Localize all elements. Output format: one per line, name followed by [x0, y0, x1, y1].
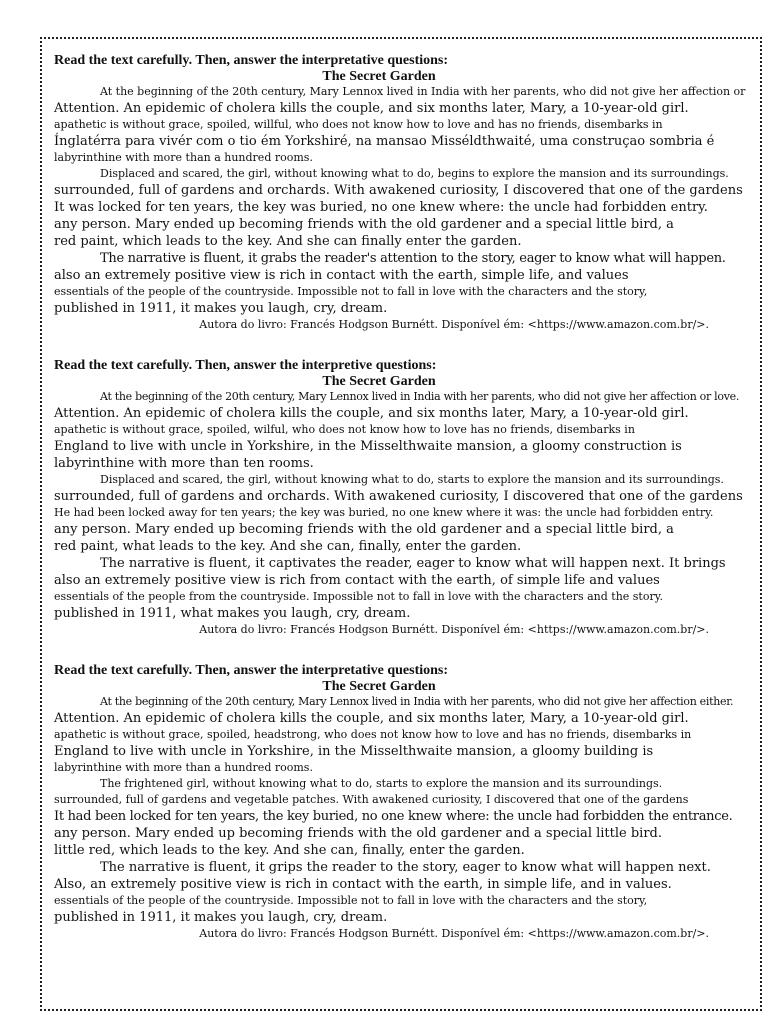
text-line: little red, which leads to the key. And she can, finally, enter the garden. — [54, 843, 525, 858]
text-line: surrounded, full of gardens and orchards. With awakened curiosity, I discovered that one of the gardens — [54, 489, 743, 504]
text-line: red paint, what leads to the key. And she can, finally, enter the garden. — [54, 539, 522, 554]
text-line: Displaced and scared, the girl, without knowing what to do, begins to explore the mansion and its surroundings. — [100, 167, 729, 180]
text-line: essentials of the people from the countryside. Impossible not to fall in love with the characters and the story. — [54, 590, 663, 603]
text-line: apathetic is without grace, spoiled, willful, who does not know how to love and has no friends, disembarks in — [54, 118, 663, 131]
story-text — [54, 84, 754, 317]
text-line: apathetic is without grace, spoiled, headstrong, who does not know how to love and has no friends, disembarks in — [54, 728, 692, 741]
text-line: The frightened girl, without knowing what to do, starts to explore the mansion and its surroundings. — [100, 777, 663, 790]
text-line: also an extremely positive view is rich in contact with the earth, simple life, and values — [54, 268, 629, 283]
text-block-2 — [54, 357, 754, 637]
story-title: The Secret Garden — [322, 374, 436, 389]
text-line: red paint, which leads to the key. And she can finally enter the garden. — [54, 234, 522, 249]
source-credit: Autora do livro: Francés Hodgson Burnétt. Disponível ém: <https://www.amazon.com.br/>. — [199, 318, 709, 331]
story-text — [54, 694, 754, 926]
instruction-heading: Read the text carefully. Then, answer the interpretative questions: — [54, 53, 449, 68]
text-line: published in 1911, it makes you laugh, cry, dream. — [54, 910, 388, 925]
text-line: Displaced and scared, the girl, without knowing what to do, starts to explore the mansion and its surroundings. — [100, 473, 724, 486]
text-line: essentials of the people of the countryside. Impossible not to fall in love with the characters and the story, — [54, 285, 648, 298]
text-line: essentials of the people of the countryside. Impossible not to fall in love with the characters and the story, — [54, 894, 648, 907]
text-line: labyrinthine with more than a hundred rooms. — [54, 761, 313, 774]
text-line: The narrative is fluent, it grips the reader to the story, eager to know what will happen next. — [100, 860, 711, 875]
text-line: any person. Mary ended up becoming friends with the old gardener and a special little bird, a — [54, 217, 674, 232]
text-line: The narrative is fluent, it grabs the reader's attention to the story, eager to know what will happen. — [100, 251, 726, 266]
instruction-heading: Read the text carefully. Then, answer the interpretative questions: — [54, 663, 449, 678]
instruction-heading: Read the text carefully. Then, answer the interpretive questions: — [54, 358, 437, 373]
text-line: labyrinthine with more than ten rooms. — [54, 456, 314, 471]
source-credit: Autora do livro: Francés Hodgson Burnétt. Disponível ém: <https://www.amazon.com.br/>. — [199, 927, 709, 940]
text-block-1 — [54, 52, 754, 332]
story-title: The Secret Garden — [322, 679, 436, 694]
story-title: The Secret Garden — [322, 69, 436, 84]
text-line: any person. Mary ended up becoming friends with the old gardener and a special little bird. — [54, 826, 662, 841]
text-line: Also, an extremely positive view is rich in contact with the earth, in simple life, and in values. — [54, 877, 672, 892]
story-text — [54, 389, 754, 622]
text-line: Attention. An epidemic of cholera kills the couple, and six months later, Mary, a 10-year-old girl. — [54, 101, 689, 116]
text-line: also an extremely positive view is rich from contact with the earth, of simple life and values — [54, 573, 660, 588]
text-line: He had been locked away for ten years; the key was buried, no one knew where it was: the uncle had forbidden entry. — [54, 506, 714, 519]
text-line: Attention. An epidemic of cholera kills the couple, and six months later, Mary, a 10-year-old girl. — [54, 406, 689, 421]
text-line: At the beginning of the 20th century, Mary Lennox lived in India with her parents, who did not give her affection either. — [100, 695, 734, 708]
text-line: Ínglatérra para vivér com o tio ém Yorkshiré, na mansao Misséldthwaité, uma construçao sombria é — [54, 134, 715, 149]
text-line: surrounded, full of gardens and vegetable patches. With awakened curiosity, I discovered that one of the gardens — [54, 793, 689, 806]
text-line: It had been locked for ten years, the key buried, no one knew where: the uncle had forbidden the entrance. — [54, 809, 733, 824]
text-line: At the beginning of the 20th century, Mary Lennox lived in India with her parents, who did not give her affection or — [100, 85, 746, 98]
text-line: apathetic is without grace, spoiled, wilful, who does not know how to love has no friends, disembarks in — [54, 423, 635, 436]
text-line: The narrative is fluent, it captivates the reader, eager to know what will happen next. It brings — [100, 556, 726, 571]
source-credit: Autora do livro: Francés Hodgson Burnétt. Disponível ém: <https://www.amazon.com.br/>. — [199, 623, 709, 636]
text-block-3 — [54, 662, 754, 941]
text-line: labyrinthine with more than a hundred rooms. — [54, 151, 313, 164]
text-line: any person. Mary ended up becoming friends with the old gardener and a special little bird, a — [54, 522, 674, 537]
text-line: published in 1911, what makes you laugh, cry, dream. — [54, 606, 411, 621]
text-line: Attention. An epidemic of cholera kills the couple, and six months later, Mary, a 10-year-old girl. — [54, 711, 689, 726]
text-line: surrounded, full of gardens and orchards. With awakened curiosity, I discovered that one of the gardens — [54, 183, 743, 198]
text-line: At the beginning of the 20th century, Mary Lennox lived in India with her parents, who did not give her affection or love. — [100, 390, 740, 403]
text-line: England to live with uncle in Yorkshire, in the Misselthwaite mansion, a gloomy building is — [54, 744, 654, 759]
text-line: published in 1911, it makes you laugh, cry, dream. — [54, 301, 388, 316]
text-line: England to live with uncle in Yorkshire, in the Misselthwaite mansion, a gloomy construction is — [54, 439, 682, 454]
text-line: It was locked for ten years, the key was buried, no one knew where: the uncle had forbidden entry. — [54, 200, 708, 215]
